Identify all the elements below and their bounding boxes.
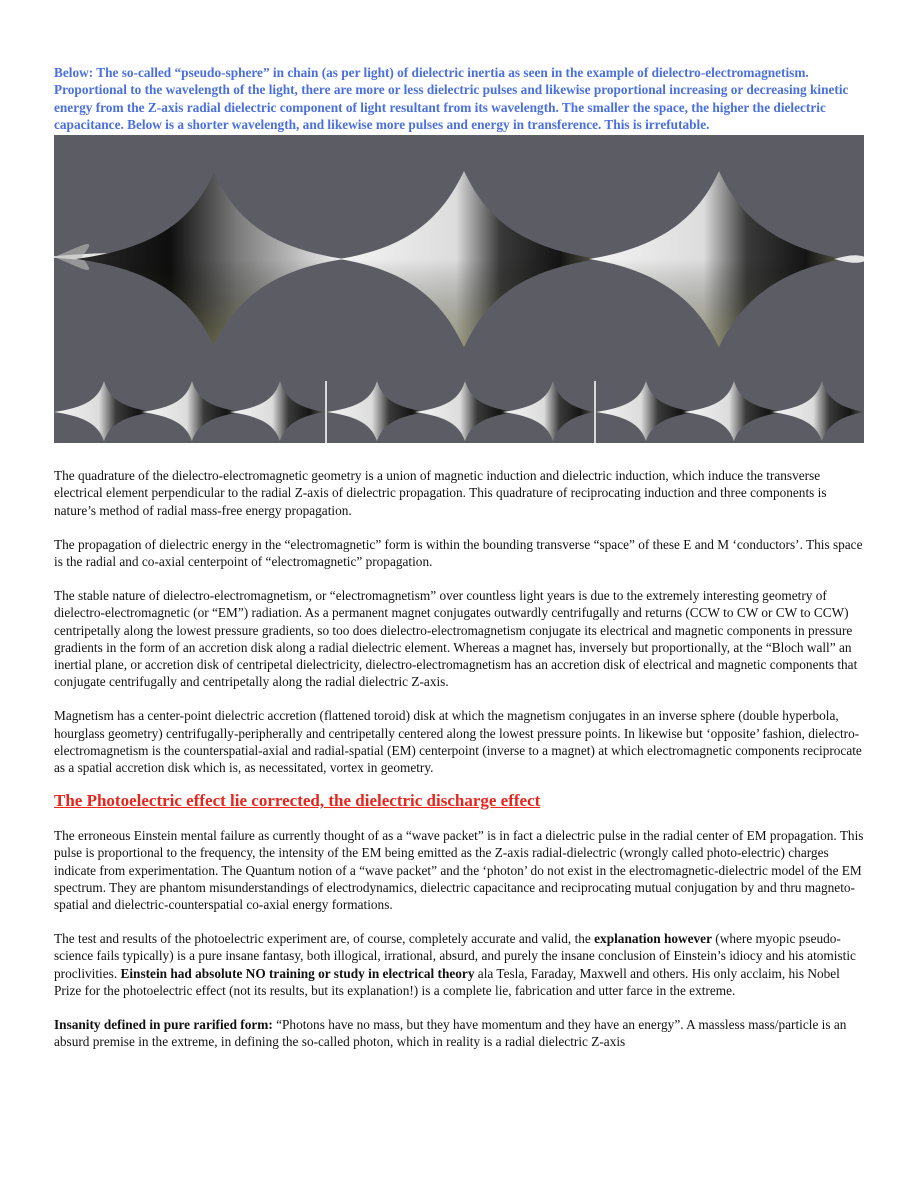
paragraph-photoelectric-test (54, 930, 864, 999)
document-page (54, 64, 864, 1067)
text-run: ala Tesla, Faraday, Maxwell and others. His only acclaim, his Nobel Prize for the photoelectric effect (not its results, but its explanation!) is a complete lie, fabrication and utter farce in the extreme. (54, 965, 840, 998)
pseudo-sphere-chain-icon (54, 135, 864, 443)
bold-run: Insanity defined in pure rarified form: (54, 1017, 273, 1033)
paragraph-magnetism: Magnetism has a center-point dielectric accretion (flattened toroid) disk at which the magnetism conjugates in an inverse sphere (double hyperbola, hourglass geometry) centrifugally-peripherally and centripetally centered along the lowest pressure points. In likewise but ‘opposite’ fashion, dielectro-electromagnetism is the counterspatial-axial and radial-spatial (EM) centerpoint (inverse to a magnet) at which electromagnetic components reciprocate as a spatial accretion disk which is, as necessitated, vortex in geometry. (54, 708, 862, 776)
text-run: The test and results of the photoelectric experiment are, of course, completely accurate and valid, the (54, 931, 595, 947)
pseudo-sphere-chain-image (54, 135, 864, 443)
text-run: “Photons have no mass, but they have momentum and they have an energy”. A massless mass/particle is an absurd premise in the extreme, in defining the so-called photon, which in reality is a radial dielectric Z-axis (54, 1017, 847, 1050)
bold-run: explanation however (594, 931, 712, 947)
paragraph-stable-nature: The stable nature of dielectro-electromagnetism, or “electromagnetism” over countless light years is due to the extremely interesting geometry of dielectro-electromagnetic (or “EM”) radiation. As a permanent magnet conjugates outwardly centrifugally and returns (CCW to CW or CW to CCW) centripetally along the lowest pressure gradients, so too does dielectro-electromagnetism conjugate its electrical and magnetic components in pressure gradients in the form of an accretion disk along a radial dielectric element. Whereas a magnet has, inversely but proportionally, at the “Bloch wall” an inertial plane, or accretion disk of centripetal dielectricity, dielectro-electromagnetism has an accretion disk of electrical and magnetic components that conjugate centrifugally and centripetally along the radial dielectric Z-axis. (54, 588, 858, 690)
paragraph-quadrature: The quadrature of the dielectro-electromagnetic geometry is a union of magnetic induction and dielectric induction, which induce the transverse electrical element perpendicular to the radial Z-axis of dielectric propagation. This quadrature of reciprocating induction and three components is nature’s method of radial mass-free energy propagation. (54, 468, 827, 518)
bold-run: Einstein had absolute NO training or study in electrical theory (120, 965, 475, 981)
section-heading-photoelectric: The Photoelectric effect lie corrected, the dielectric discharge effect (54, 791, 541, 811)
paragraph-wave-packet: The erroneous Einstein mental failure as currently thought of as a “wave packet” is in fact a dielectric pulse in the radial center of EM propagation. This pulse is proportional to the frequency, the intensity of the EM being emitted as the Z-axis radial-dielectric (wrongly called photo-electric) charges indicate from experimentation. The Quantum notion of a “wave packet” and the ‘photon’ do not exist in the electromagnetic-dielectric model of the EM spectrum. They are phantom misunderstandings of electrodynamics, dielectric capacitance and reciprocating mutual conjugation by and thru magneto-spatial and dielectric-counterspatial co-axial energy formations. (54, 828, 864, 913)
text-run: (where myopic pseudo-science fails typically) is a pure insane fantasy, both illogical, irrational, absurd, and purely the insane conclusion of Einstein’s idiocy and his atomistic proclivities. (54, 931, 856, 981)
paragraph-insanity-defined (54, 1016, 864, 1050)
paragraph-propagation: The propagation of dielectric energy in the “electromagnetic” form is within the bounding transverse “space” of these E and M ‘conductors’. This space is the radial and co-axial centerpoint of “electromagnetic” propagation. (54, 536, 863, 569)
figure-caption: Below: The so-called “pseudo-sphere” in chain (as per light) of dielectric inertia as seen in the example of dielectro-electromagnetism. Proportional to the wavelength of the light, there are more or less dielectric pulses and likewise proportional increasing or decreasing kinetic energy from the Z-axis radial dielectric component of light resultant from its wavelength. The smaller the space, the higher the dielectric capacitance. Below is a shorter wavelength, and likewise more pulses and energy in transference. This is irrefutable. (54, 65, 849, 132)
